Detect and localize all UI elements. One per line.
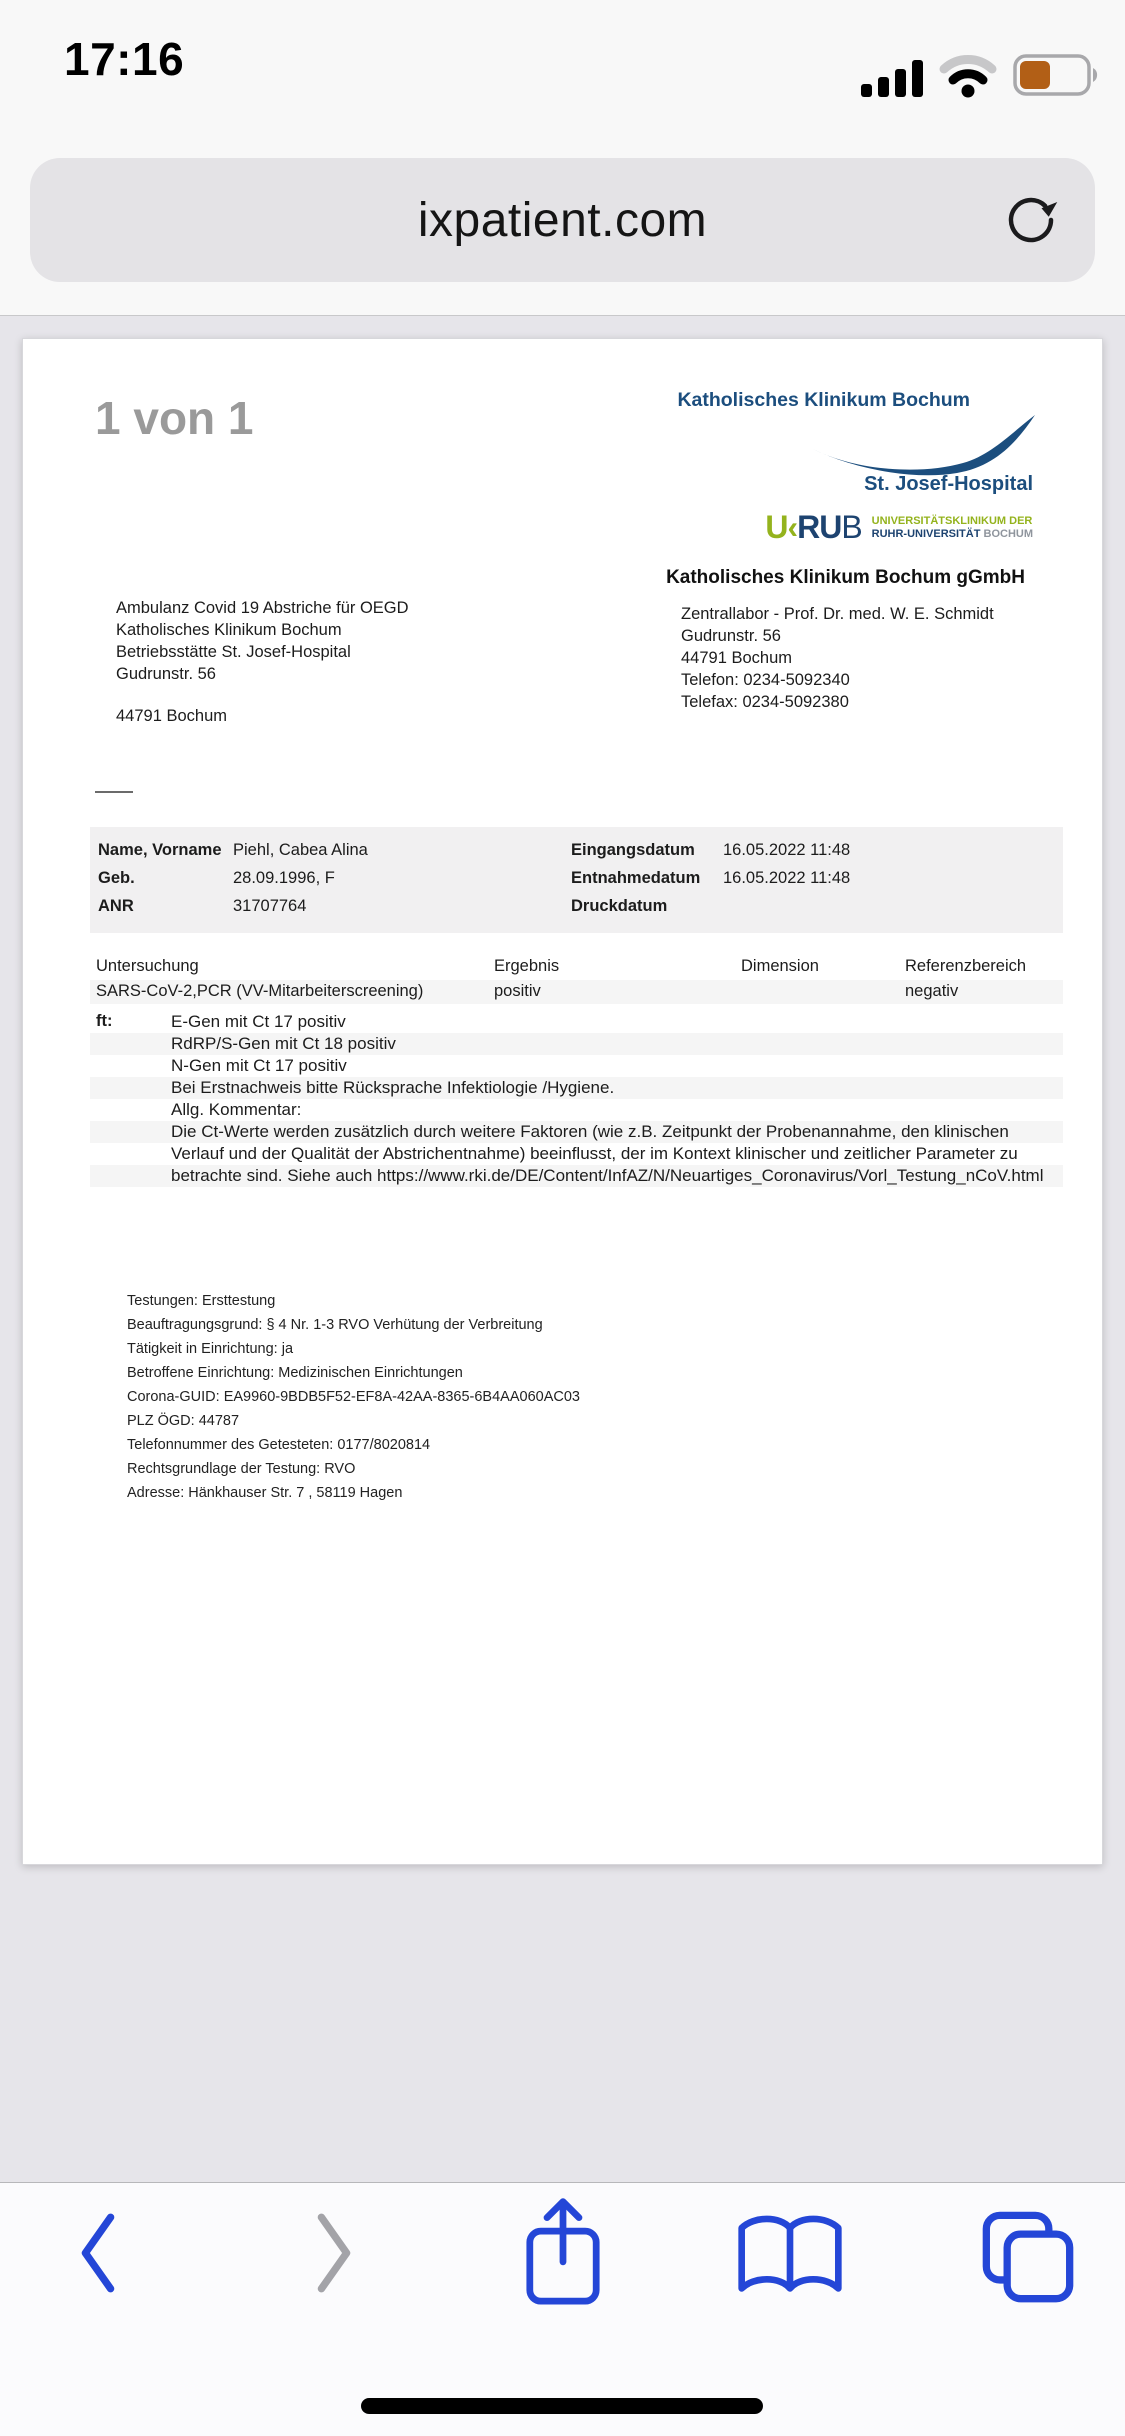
footnote-line: Verlauf und der Qualität der Abstrichentnahme) beeinflusst, der im Kontext klinischer und zeitlicher Parameter zu (171, 1144, 1018, 1163)
footnote-line: RdRP/S-Gen mit Ct 18 positiv (90, 1033, 1063, 1055)
back-chevron-icon (74, 2283, 122, 2298)
page-indicator: 1 von 1 (95, 392, 254, 444)
tabs-button[interactable] (978, 2207, 1078, 2310)
patient-info-table (90, 827, 1063, 933)
fold-mark (95, 791, 133, 793)
share-icon (518, 2299, 608, 2314)
back-button[interactable] (74, 2211, 122, 2298)
url-text: ixpatient.com (417, 193, 708, 247)
sender-address: Ambulanz Covid 19 Abstriche für OEGD Katholisches Klinikum Bochum Betriebsstätte St. Josef-Hospital Gudrunstr. 56 (116, 599, 409, 683)
ukrub-subtitle: UNIVERSITÄTSKLINIKUM DER RUHR-UNIVERSITÄT BOCHUM (871, 514, 1033, 540)
sender-city: 44791 Bochum (116, 707, 227, 725)
footnote-line: Bei Erstnachweis bitte Rücksprache Infektiologie /Hygiene. (90, 1077, 1063, 1099)
status-time: 17:16 (64, 33, 185, 85)
footnote-line: Die Ct-Werte werden zusätzlich durch weitere Faktoren (wie z.B. Zeitpunkt der Probenannahme, den klinischen (90, 1121, 1063, 1143)
wifi-icon (937, 52, 999, 103)
footnote-label: ft: (96, 1012, 113, 1030)
organization-name: Katholisches Klinikum Bochum gGmbH (666, 567, 1025, 588)
cellular-signal-icon (861, 59, 923, 97)
clinic-logo-title: Katholisches Klinikum Bochum (677, 389, 970, 411)
ukrub-wordmark: U‹RUB (765, 509, 862, 545)
table-row: Name, Vorname Piehl, Cabea Alina Eingangsdatum 16.05.2022 11:48 (98, 841, 851, 859)
share-button[interactable] (518, 2193, 608, 2314)
footnote-line: betrachte sind. Siehe auch https://www.rki.de/DE/Content/InfAZ/N/Neuartiges_Coronavirus/Vorl_Testung_nCoV.html (90, 1165, 1063, 1187)
home-indicator[interactable] (361, 2398, 763, 2414)
footnote-line: N-Gen mit Ct 17 positiv (171, 1056, 347, 1075)
results-header-row: Untersuchung Ergebnis Dimension Referenzbereich (96, 957, 1027, 975)
lab-address: Zentrallabor - Prof. Dr. med. W. E. Schmidt Gudrunstr. 56 44791 Bochum Telefon: 0234-5092340 Telefax: 0234-5092380 (681, 605, 994, 711)
battery-icon (1013, 54, 1101, 101)
browser-header (0, 0, 1125, 316)
forward-chevron-icon (310, 2283, 358, 2298)
forward-button[interactable] (310, 2211, 358, 2298)
hospital-name: St. Josef-Hospital (864, 473, 1033, 495)
footnote-line: E-Gen mit Ct 17 positiv (171, 1012, 346, 1031)
safari-toolbar (0, 2182, 1125, 2436)
table-row: ANR 31707764 Druckdatum (98, 897, 668, 915)
table-row: Geb. 28.09.1996, F Entnahmedatum 16.05.2022 11:48 (98, 869, 851, 887)
tabs-icon (978, 2295, 1078, 2310)
clinic-logo-swoosh (811, 413, 1037, 477)
address-bar[interactable] (30, 158, 1095, 282)
bookmarks-button[interactable] (732, 2213, 848, 2304)
reload-icon[interactable] (1001, 190, 1061, 250)
results-data-row: SARS-CoV-2,PCR (VV-Mitarbeiterscreening) positiv negativ (90, 980, 1063, 1004)
bookmarks-icon (732, 2289, 848, 2304)
test-meta-info: Testungen: Ersttestung Beauftragungsgrund: § 4 Nr. 1-3 RVO Verhütung der Verbreitung Tätigkeit in Einrichtung: ja Betroffene Einrichtung: Medizinischen Einrichtungen Corona-GUID: EA9960-9BDB5F52-EF8A-42AA-8365-6B4AA060AC03 PLZ ÖGD: 44787 Telefonnummer des Getesteten: 0177/8020814 Rechtsgrundlage der Testung: RVO Adresse: Hänkhauser Str. 7 , 58119 Hagen (127, 1293, 580, 1501)
ukrub-logo (765, 509, 1033, 546)
status-icons (861, 52, 1101, 103)
footnote-line: Allg. Kommentar: (171, 1100, 302, 1119)
pdf-document-page (22, 338, 1103, 1865)
footnote-lines (90, 1011, 1063, 1187)
